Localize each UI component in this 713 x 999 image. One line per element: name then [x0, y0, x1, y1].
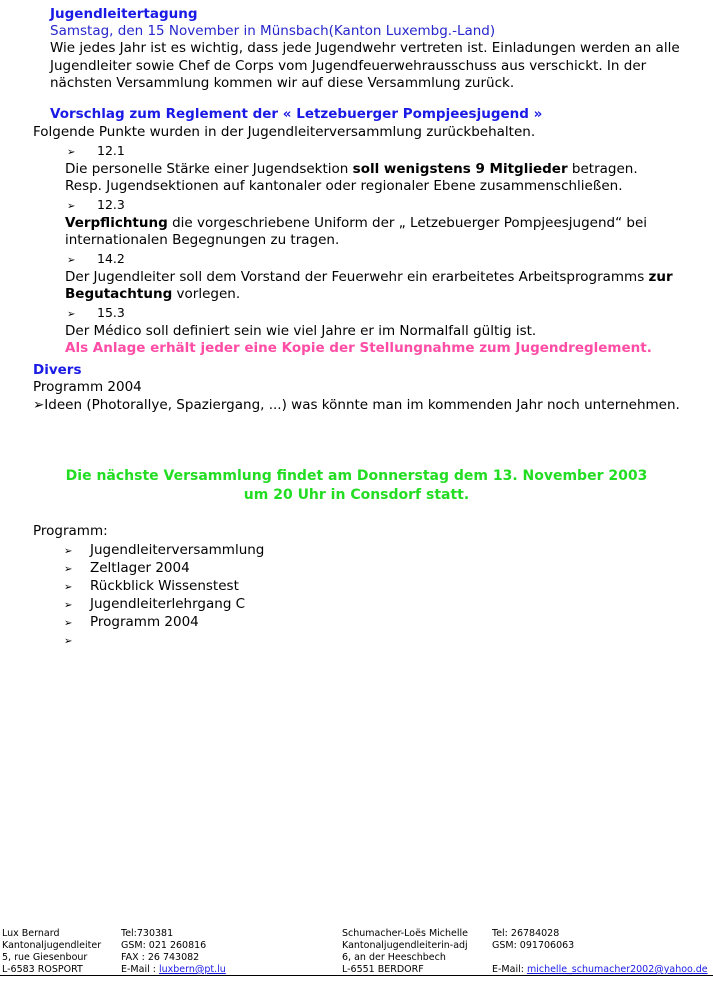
list-item: ➢ 14.2 — [33, 250, 693, 269]
section-divers — [33, 362, 693, 414]
footer-contact-1 — [2, 928, 101, 976]
footer-line: L-6583 ROSPORT — [2, 964, 83, 975]
footer-divider — [0, 975, 713, 976]
footer-line: Kantonaljugendleiter — [2, 940, 102, 951]
section-title: Vorschlag zum Reglement der « Letzebuerger Pompjeesjugend » — [50, 106, 543, 122]
paragraph: Der Médico soll definiert sein wie viel Jahre er im Normalfall gültig ist. — [65, 322, 537, 339]
paragraph: Programm 2004 — [33, 379, 142, 395]
footer-line: Kantonaljugendleiterin-adj — [342, 940, 468, 951]
footer-line: GSM: 091706063 — [492, 940, 575, 951]
section-intro: Folgende Punkte wurden in der Jugendleiterversammlung zurückbehalten. — [33, 124, 536, 140]
section-title: Divers — [33, 362, 82, 378]
programm-label: Programm: — [33, 523, 108, 539]
footer-email-line: E-Mail : luxbern@pt.lu — [121, 964, 226, 975]
announcement-line: Die nächste Versammlung findet am Donnerstag dem 13. November 2003 — [65, 468, 648, 484]
announcement — [20, 467, 693, 505]
footer-line: GSM: 021 260816 — [121, 940, 207, 951]
footer-line: 5, rue Giesenbour — [2, 952, 88, 963]
section-reglement — [33, 124, 693, 357]
footer-line: L-6551 BERDORF — [342, 964, 424, 975]
list-item: ➢ 15.3 — [33, 304, 693, 323]
programm-list — [0, 542, 713, 650]
section-text: Wie jedes Jahr ist es wichtig, dass jede Jugendwehr vertreten ist. Einladungen werden an alle Jugendleiter sowie Chef de Corps vom Jugendfeuerwehrausschuss aus verschickt. In der nächsten Versammlung kommen wir auf diese Versammlung zurück. — [50, 40, 680, 91]
list-item: ➢ Jugendleiterversammlung — [64, 542, 713, 560]
section-subtitle: Samstag, den 15 November in Münsbach(Kanton Luxembg.-Land) — [50, 23, 496, 39]
email-link[interactable]: michelle_schumacher2002@yahoo.de — [526, 964, 708, 975]
footer-line: 6, an der Heeschbech — [342, 952, 446, 963]
paragraph: Verpflichtung die vorgeschriebene Uniform der „ Letzebuerger Pompjeesjugend“ bei internationalen Begegnungen zu tragen. — [65, 214, 648, 248]
footer-line: Tel:730381 — [121, 928, 174, 939]
footer-line: Schumacher-Loës Michelle — [342, 928, 468, 939]
announcement-line: um 20 Uhr in Consdorf statt. — [243, 487, 470, 503]
footer-contact-1-phone — [121, 928, 226, 976]
list-item: ➢ 12.1 — [33, 142, 693, 161]
paragraph: Resp. Jugendsektionen auf kantonaler oder regionaler Ebene zusammenschließen. — [65, 178, 623, 194]
footer-email-line: E-Mail: michelle_schumacher2002@yahoo.de — [492, 964, 708, 975]
footer-line — [492, 952, 708, 964]
section-jugendleitertagung — [50, 6, 690, 93]
paragraph: Die personelle Stärke einer Jugendsektion soll wenigstens 9 Mitglieder betragen. — [65, 160, 638, 177]
section-title-reglement — [50, 106, 690, 123]
programm-section — [33, 523, 693, 541]
section-title: Jugendleitertagung — [50, 6, 198, 22]
paragraph: Der Jugendleiter soll dem Vorstand der Feuerwehr ein erarbeitetes Arbeitsprogramms zur Begutachtung vorlegen. — [65, 268, 673, 302]
list-item: ➢ Jugendleiterlehrgang C — [64, 596, 713, 614]
attachment-note: Als Anlage erhält jeder eine Kopie der Stellungnahme zum Jugendreglement. — [65, 340, 652, 356]
footer-line: Tel: 26784028 — [492, 928, 560, 939]
paragraph: ➢Ideen (Photorallye, Spaziergang, ...) was könnte man im kommenden Jahr noch unternehmen. — [33, 396, 680, 413]
list-item: ➢ 12.3 — [33, 196, 693, 215]
email-link[interactable]: luxbern@pt.lu — [158, 964, 226, 975]
footer-line: Lux Bernard — [2, 928, 60, 939]
footer-contact-2-phone — [492, 928, 708, 976]
footer-contact-2 — [342, 928, 468, 976]
footer-line: FAX : 26 743082 — [121, 952, 200, 963]
list-item: ➢ Zeltlager 2004 — [64, 560, 713, 578]
list-item — [64, 632, 713, 650]
list-item: ➢ Programm 2004 — [64, 614, 713, 632]
list-item: ➢ Rückblick Wissenstest — [64, 578, 713, 596]
